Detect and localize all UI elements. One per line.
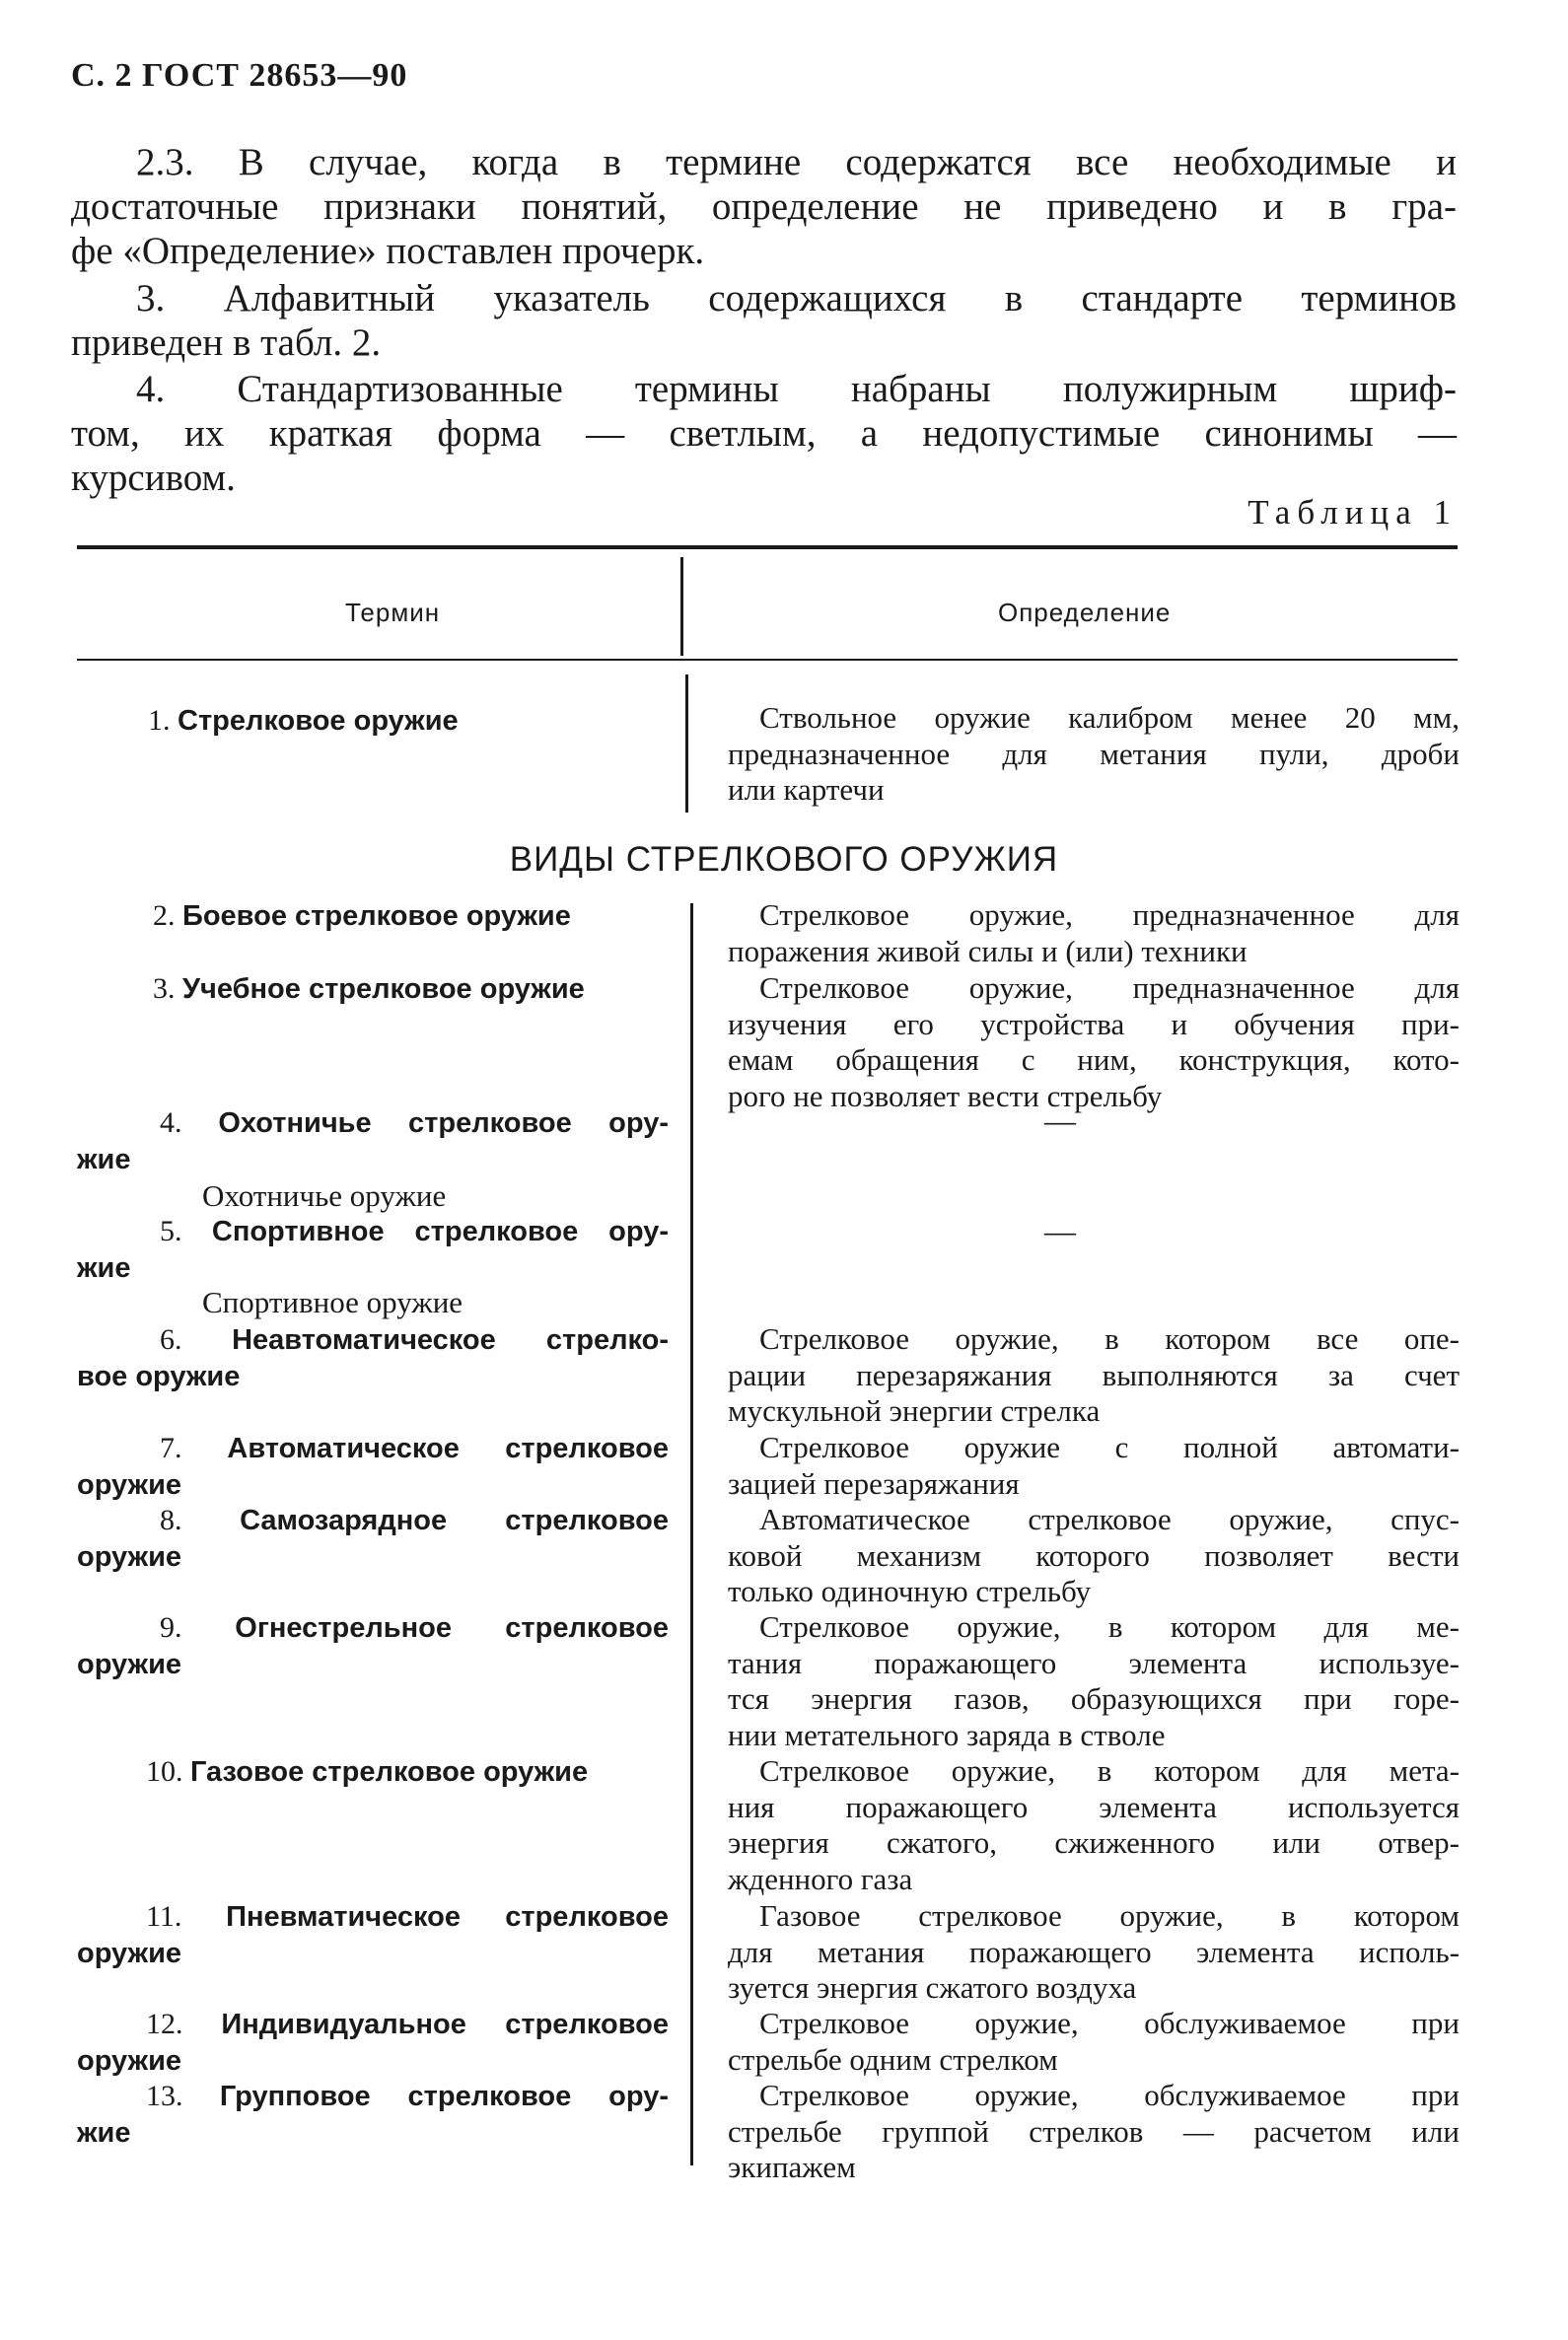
paragraph-3 <box>71 276 1457 365</box>
term-number: 4. <box>160 1106 182 1139</box>
term-text: Индивидуальное стрелковое <box>221 2009 669 2040</box>
term-text: Неавтоматическое стрелко- <box>232 1324 669 1356</box>
term-text: оружие <box>77 2045 182 2077</box>
definition-line: тся энергия газов, образующихся при горе- <box>728 1681 1460 1716</box>
term-number: 12. <box>146 2008 183 2040</box>
column-header-term: Термин <box>345 598 441 627</box>
definition-row-2 <box>728 897 1460 969</box>
definition-line: жденного газа <box>728 1861 913 1896</box>
term-text: жие <box>77 2117 131 2149</box>
term-row-9 <box>77 1609 669 1683</box>
term-row-13 <box>77 2078 669 2152</box>
term-number: 6. <box>160 1323 182 1356</box>
term-number: 5. <box>160 1215 182 1247</box>
definition-line: Ствольное оружие калибром менее 20 мм, <box>759 700 1460 735</box>
paragraph-line: том, их краткая форма — светлым, а недопустимые синонимы — <box>71 412 1457 455</box>
definition-row-9 <box>728 1609 1460 1753</box>
definition-line: ния поражающего элемента используется <box>728 1789 1460 1824</box>
term-row-6 <box>77 1321 669 1395</box>
term-row-5 <box>77 1213 669 1287</box>
header-divider <box>680 557 683 656</box>
term-row-8 <box>77 1502 669 1576</box>
definition-line: Стрелковое оружие, предназначенное для <box>759 970 1460 1005</box>
definition-line: нии метательного заряда в стволе <box>728 1717 1166 1752</box>
definition-row-10 <box>728 1753 1460 1897</box>
paragraph-line: фе «Определение» поставлен прочерк. <box>71 230 705 272</box>
definition-line: только одиночную стрельбу <box>728 1574 1092 1608</box>
term-row-12 <box>77 2006 669 2080</box>
term-text: оружие <box>77 1649 182 1680</box>
term-number: 1. <box>148 704 171 737</box>
paragraph-4 <box>71 367 1457 500</box>
definition-row-1 <box>728 700 1460 809</box>
definition-line: Стрелковое оружие с полной автомати- <box>759 1430 1460 1464</box>
term-row-3 <box>153 970 671 1008</box>
paragraph-2-3 <box>71 140 1457 273</box>
table-top-rule <box>77 545 1458 549</box>
paragraph-line: курсивом. <box>71 457 236 499</box>
term-row-4 <box>77 1104 669 1178</box>
definition-line: энергия сжатого, сжиженного или отвер- <box>728 1825 1460 1860</box>
term-text: Групповое стрелковое ору- <box>219 2081 669 2112</box>
term-number: 13. <box>146 2080 183 2112</box>
definition-line: стрельбе одним стрелком <box>728 2041 1058 2077</box>
definition-line: экипажем <box>728 2150 856 2184</box>
definition-row-6 <box>728 1321 1460 1430</box>
definition-row-8 <box>728 1502 1460 1610</box>
table-header-rule <box>77 659 1458 661</box>
definition-line: Стрелковое оружие, в котором для мета- <box>759 1753 1460 1788</box>
definition-line: предназначенное для метания пули, дроби <box>728 736 1460 771</box>
definition-line: зуется энергия сжатого воздуха <box>728 1970 1137 2005</box>
definition-line: Газовое стрелковое оружие, в котором <box>759 1898 1460 1933</box>
definition-row-7 <box>728 1430 1460 1502</box>
term-number: 8. <box>160 1504 182 1536</box>
term-text: Огнестрельное стрелковое <box>235 1612 669 1644</box>
definition-line: Стрелковое оружие, в котором для ме- <box>759 1609 1460 1644</box>
term-text: жие <box>77 1144 131 1175</box>
definition-line: тания поражающего элемента используе- <box>728 1645 1460 1680</box>
paragraph-line: достаточные признаки понятий, определение не приведено и в гра- <box>71 185 1457 228</box>
term-row-1 <box>148 702 680 740</box>
term-text: оружие <box>77 1469 182 1501</box>
term-text: Пневматическое стрелковое <box>226 1901 669 1933</box>
definition-line: мускульной энергии стрелка <box>728 1393 1101 1428</box>
definition-line: Стрелковое оружие, предназначенное для <box>759 897 1460 932</box>
term-row-2 <box>153 897 671 935</box>
definition-line: Стрелковое оружие, в котором все опе- <box>759 1321 1460 1356</box>
definition-line: поражения живой силы и (или) техники <box>728 933 1247 968</box>
paragraph-line: приведен в табл. 2. <box>71 321 382 364</box>
term-row-7 <box>77 1430 669 1504</box>
term-number: 3. <box>153 972 176 1005</box>
definition-row-13 <box>728 2078 1460 2186</box>
definition-line: зацией перезаряжания <box>728 1465 1020 1501</box>
paragraph-line: 2.3. В случае, когда в термине содержатся все необходимые и <box>136 141 1457 183</box>
term-text: вое оружие <box>77 1361 241 1392</box>
definition-dash: — <box>1044 1213 1076 1248</box>
definition-line: Автоматическое стрелковое оружие, спус- <box>759 1502 1460 1536</box>
term-row-10 <box>146 1753 671 1791</box>
page-header: С. 2 ГОСТ 28653—90 <box>71 57 408 94</box>
definition-line: или картечи <box>728 772 885 807</box>
term-text: Стрелковое оружие <box>178 705 459 737</box>
definition-row-12 <box>728 2006 1460 2078</box>
term-text: Учебное стрелковое оружие <box>182 973 585 1005</box>
term-row-11 <box>77 1898 669 1972</box>
definition-line: для метания поражающего элемента исполь- <box>728 1934 1460 1969</box>
definition-line: Стрелковое оружие, обслуживаемое при <box>759 2078 1460 2112</box>
term-short-form: Охотничье оружие <box>202 1178 447 1213</box>
term-text: оружие <box>77 1541 182 1573</box>
term-text: жие <box>77 1252 131 1284</box>
definition-row-3 <box>728 970 1460 1114</box>
term-short-form: Спортивное оружие <box>202 1285 463 1319</box>
section-title: ВИДЫ СТРЕЛКОВОГО ОРУЖИЯ <box>509 840 1059 879</box>
paragraph-line: 3. Алфавитный указатель содержащихся в стандарте терминов <box>136 277 1457 319</box>
definition-line: рации перезаряжания выполняются за счет <box>728 1357 1460 1392</box>
definition-line: емам обращения с ним, конструкция, кото- <box>728 1042 1460 1077</box>
definition-line: рого не позволяет вести стрельбу <box>728 1078 1163 1113</box>
term-text: Самозарядное стрелковое <box>240 1505 670 1536</box>
row1-divider <box>685 674 688 813</box>
term-text: Газовое стрелковое оружие <box>190 1756 589 1788</box>
term-number: 11. <box>146 1900 182 1933</box>
term-text: оружие <box>77 1938 182 1969</box>
column-header-definition: Определение <box>998 598 1172 627</box>
paragraph-line: 4. Стандартизованные термины набраны полужирным шриф- <box>136 368 1457 410</box>
definition-line: изучения его устройства и обучения при- <box>728 1006 1460 1041</box>
table-caption: Таблица 1 <box>1247 493 1458 532</box>
term-text: Спортивное стрелковое ору- <box>211 1216 670 1247</box>
definition-line: стрельбе группой стрелков — расчетом или <box>728 2113 1460 2149</box>
term-number: 9. <box>160 1611 182 1644</box>
definition-line: ковой механизм которого позволяет вести <box>728 1537 1460 1573</box>
term-number: 10. <box>146 1755 183 1788</box>
definition-row-11 <box>728 1898 1460 2007</box>
definition-line: Стрелковое оружие, обслуживаемое при <box>759 2006 1460 2040</box>
definition-dash: — <box>1044 1102 1076 1138</box>
term-text: Автоматическое стрелковое <box>227 1433 669 1464</box>
term-number: 7. <box>160 1432 182 1464</box>
term-text: Охотничье стрелковое ору- <box>218 1107 669 1139</box>
term-text: Боевое стрелковое оружие <box>182 900 571 932</box>
term-number: 2. <box>153 899 176 932</box>
column-divider <box>690 903 693 2165</box>
